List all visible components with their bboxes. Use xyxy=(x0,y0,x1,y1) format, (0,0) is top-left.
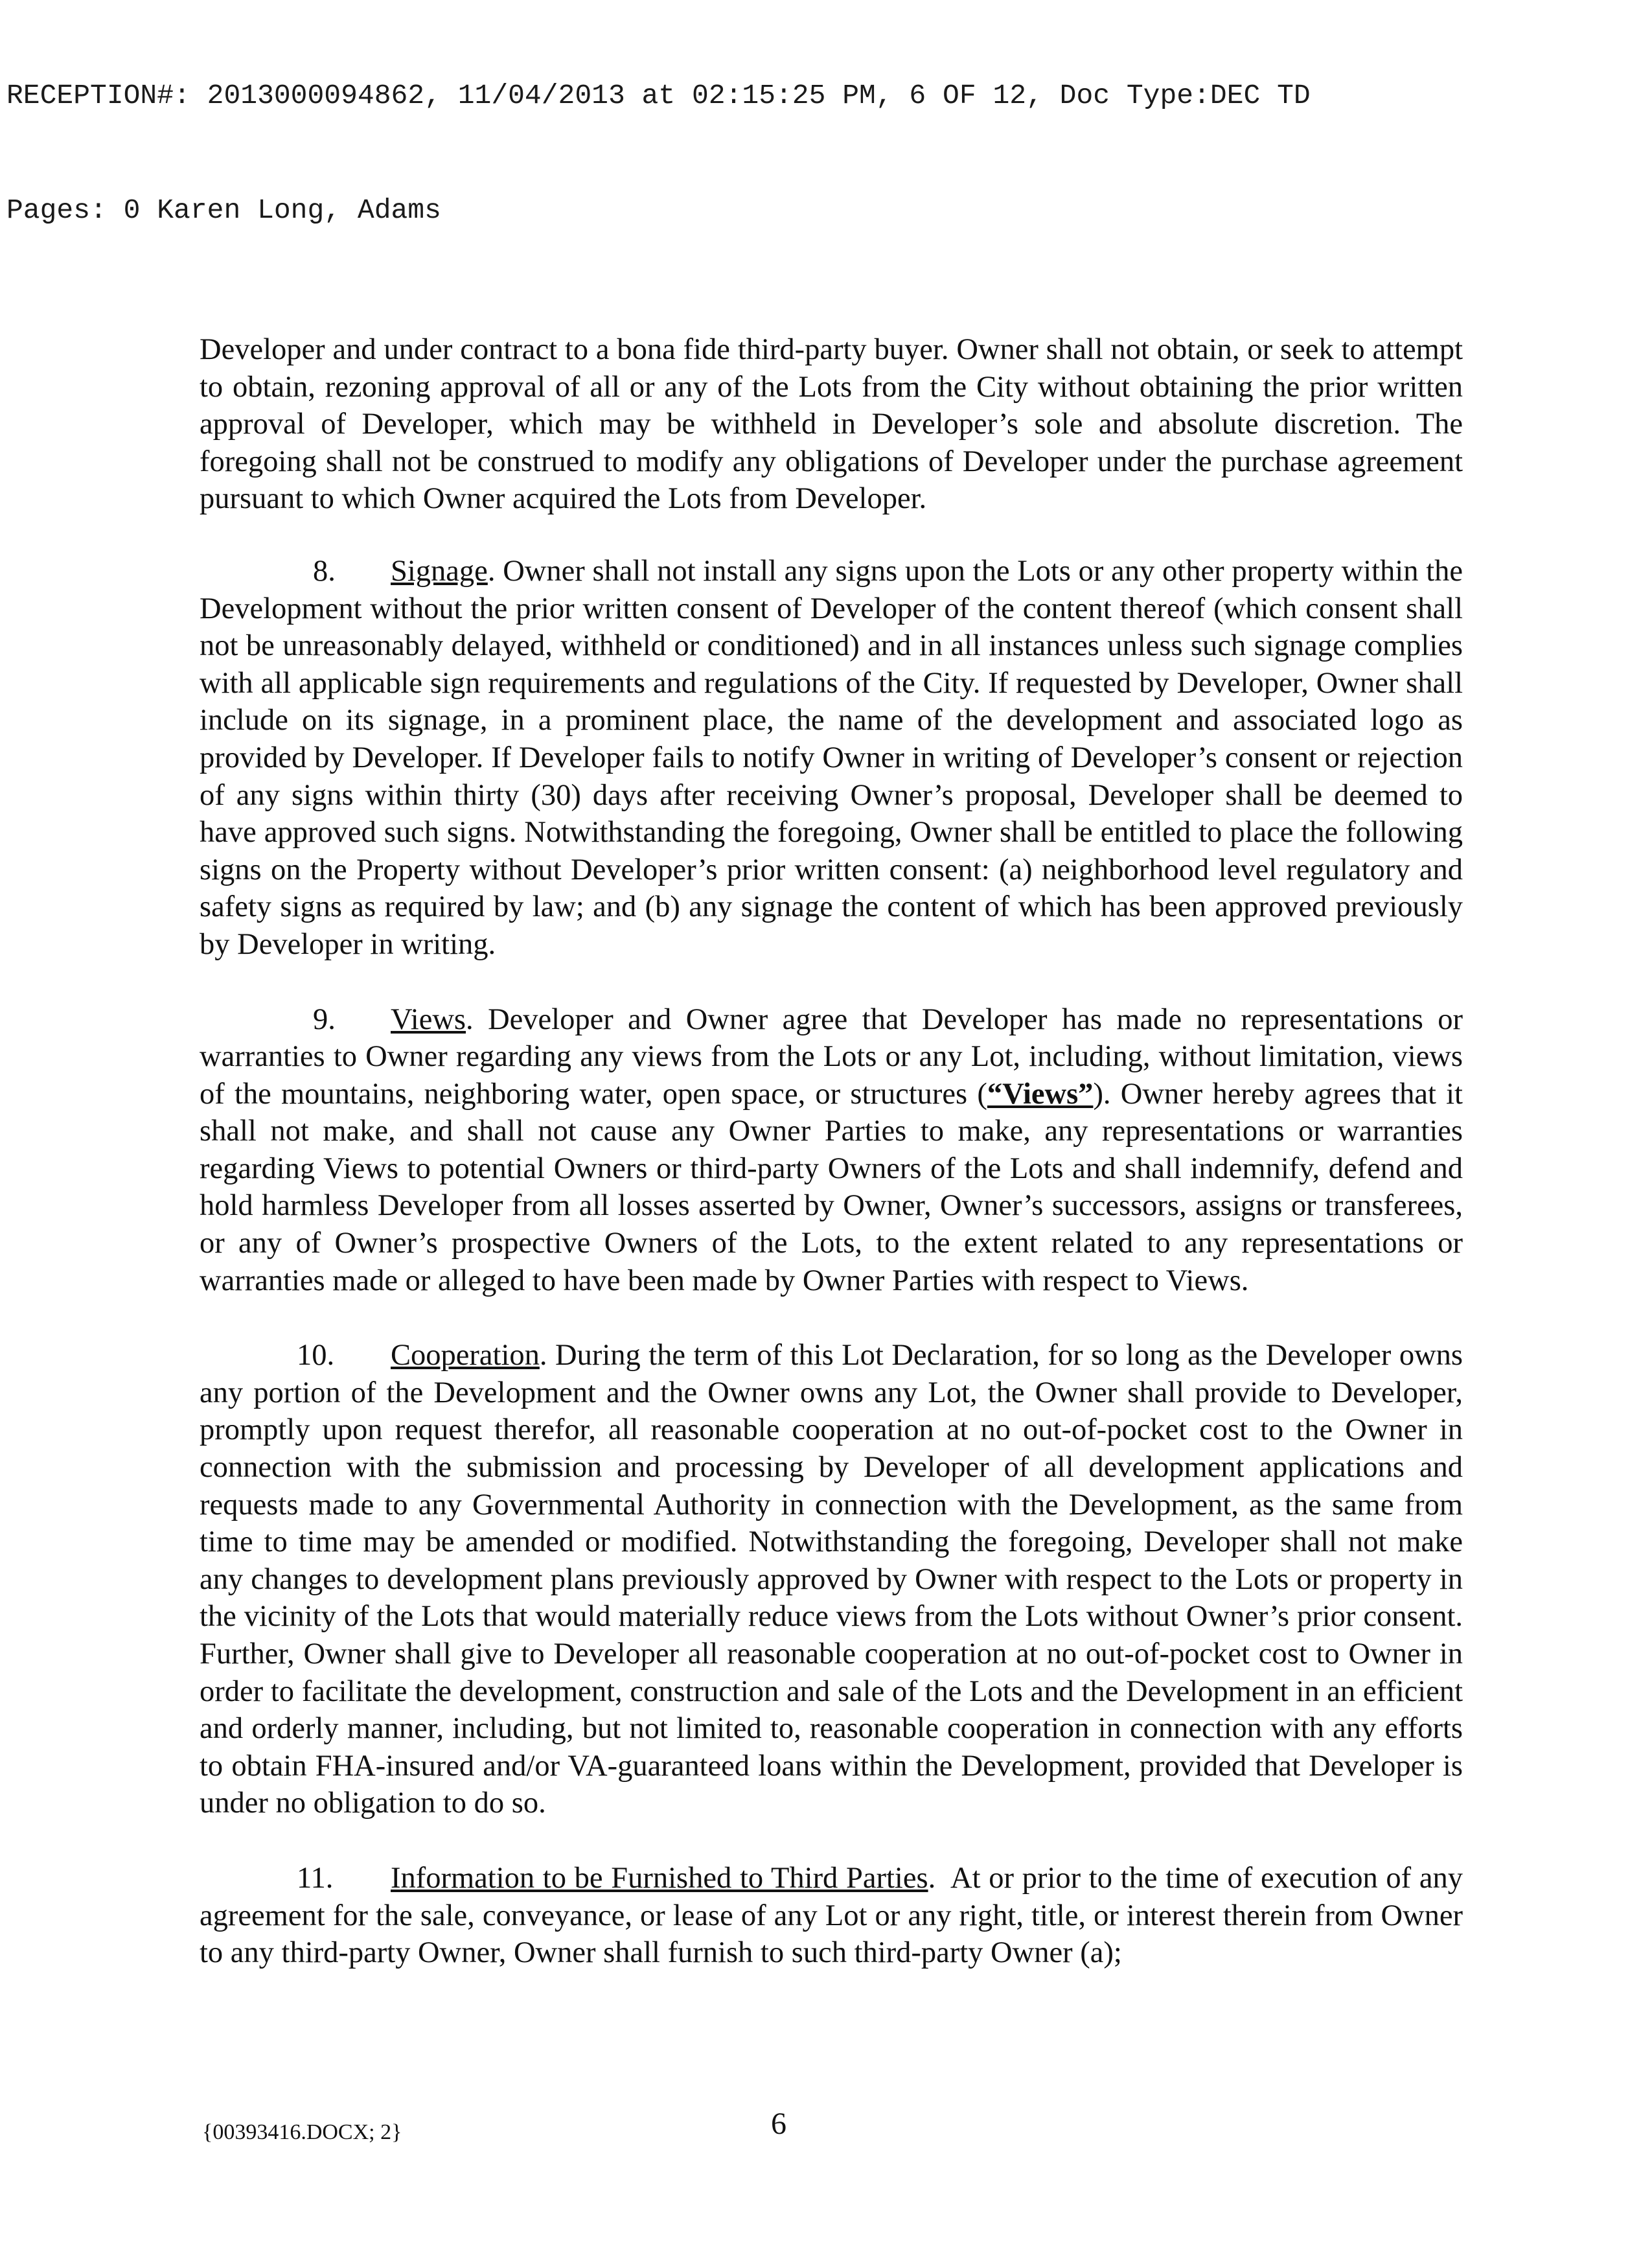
document-reference: {00393416.DOCX; 2} xyxy=(202,2120,402,2144)
section-heading: Views xyxy=(391,1002,466,1036)
paragraph-continuation-text: Developer and under contract to a bona fide third-party buyer. Owner shall not obtain, or seek to attempt to obtain, rezoning approval of all or any of the Lots from the City without obtaining the prior written approval of Developer, which may be withheld in Developer’s sole and absolute discretion. The foregoing shall not be construed to modify any obligations of Developer under the purchase agreement pursuant to which Owner acquired the Lots from Developer. xyxy=(200,333,1463,516)
section-text: Developer and Owner agree that Developer has made no representations or warranties to Owner regarding any views from the Lots or any Lot, including, without limitation, views of the mountains, neighboring water, open space, or structures ( xyxy=(200,1002,1463,1111)
defined-term: “Views” xyxy=(987,1077,1094,1111)
section-number: 9. xyxy=(313,1002,336,1036)
section-number: 8. xyxy=(313,554,336,588)
section-number: 10. xyxy=(297,1339,335,1372)
section-text: Owner shall not install any signs upon the Lots or any other property within the Development without the prior written consent of Developer of the content thereof (which consent shall not be unreasonably delayed, withheld or conditioned) and in all instances unless such signage complies with all applicable sign requirements and regulations of the City. If requested by Developer, Owner shall include on its signage, in a prominent place, the name of the development and associated logo as provided by Developer. If Developer fails to notify Owner in writing of Developer’s consent or rejection of any signs within thirty (30) days after receiving Owner’s proposal, Developer shall be deemed to have approved such signs. Notwithstanding the foregoing, Owner shall be entitled to place the following signs on the Property without Developer’s prior written consent: (a) neighborhood level regulatory and safety signs as required by law; and (b) any signage the content of which has been approved previously by Developer in writing. xyxy=(200,554,1463,961)
section-8-signage: 8. Signage. Owner shall not install any signs upon the Lots or any other property within the Development without the prior written consent of Developer of the content thereof (which consent shall not be unreasonably delayed, withheld or conditioned) and in all instances unless such signage complies with all applicable sign requirements and regulations of the City. If requested by Developer, Owner shall include on its signage, in a prominent place, the name of the development and associated logo as provided by Developer. If Developer fails to notify Owner in writing of Developer’s consent or rejection of any signs within thirty (30) days after receiving Owner’s proposal, Developer shall be deemed to have approved such signs. Notwithstanding the foregoing, Owner shall be entitled to place the following signs on the Property without Developer’s prior written consent: (a) neighborhood level regulatory and safety signs as required by law; and (b) any signage the content of which has been approved previously by Developer in writing. xyxy=(200,553,1463,964)
section-10-cooperation: 10. Cooperation. During the term of this Lot Declaration, for so long as the Developer owns any portion of the Development and the Owner owns any Lot, the Owner shall provide to Developer, promptly upon request therefor, all reasonable cooperation at no out-of-pocket cost to the Owner in connection with the submission and processing by Developer of all development applications and requests made to any Governmental Authority in connection with the Development, as the same from time to time may be amended or modified. Notwithstanding the foregoing, Developer shall not make any changes to development plans previously approved by Owner with respect to the Lots or property in the vicinity of the Lots that would materially reduce views from the Lots without Owner’s prior consent. Further, Owner shall give to Developer all reasonable cooperation at no out-of-pocket cost to Owner in order to facilitate the development, construction and sale of the Lots and the Development in an efficient and orderly manner, including, but not limited to, reasonable cooperation in connection with any efforts to obtain FHA-insured and/or VA-guaranteed loans within the Development, provided that Developer is under no obligation to do so. xyxy=(200,1337,1463,1822)
section-heading: Information to be Furnished to Third Parties xyxy=(391,1861,928,1895)
recording-stamp xyxy=(6,0,1311,268)
section-text: During the term of this Lot Declaration, for so long as the Developer owns any portion of the Development and the Owner owns any Lot, the Owner shall provide to Developer, promptly upon request therefor, all reasonable cooperation at no out-of-pocket cost to the Owner in connection with the submission and processing by Developer of all development applications and requests made to any Governmental Authority in connection with the Development, as the same from time to time may be amended or modified. Notwithstanding the foregoing, Developer shall not make any changes to development plans previously approved by Owner with respect to the Lots or property in the vicinity of the Lots that would materially reduce views from the Lots without Owner’s prior consent. Further, Owner shall give to Developer all reasonable cooperation at no out-of-pocket cost to Owner in order to facilitate the development, construction and sale of the Lots and the Development in an efficient and orderly manner, including, but not limited to, reasonable cooperation in connection with any efforts to obtain FHA-insured and/or VA-guaranteed loans within the Development, provided that Developer is under no obligation to do so. xyxy=(200,1339,1463,1820)
section-9-views: 9. Views. Developer and Owner agree that Developer has made no representations or warranties to Owner regarding any views from the Lots or any Lot, including, without limitation, views of the mountains, neighboring water, open space, or structures (“Views”). Owner hereby agrees that it shall not make, and shall not cause any Owner Parties to make, any representations or warranties regarding Views to potential Owners or third-party Owners of the Lots and shall indemnify, defend and hold harmless Developer from all losses asserted by Owner, Owner’s successors, assigns or transferees, or any of Owner’s prospective Owners of the Lots, to the extent related to any representations or warranties made or alleged to have been made by Owner Parties with respect to Views. xyxy=(200,1001,1463,1300)
section-text: At or prior to the time of execution of any agreement for the sale, conveyance, or lease of any Lot or any right, title, or interest therein from Owner to any third-party Owner, Owner shall furnish to such third-party Owner (a); xyxy=(200,1861,1463,1970)
stamp-line-reception: RECEPTION#: 2013000094862, 11/04/2013 at 02:15:25 PM, 6 OF 12, Doc Type:DEC TD xyxy=(6,80,1311,111)
section-text-continued: ). Owner hereby agrees that it shall not make, and shall not cause any Owner Parties to make, any representations or warranties regarding Views to potential Owners or third-party Owners of the Lots and shall indemnify, defend and hold harmless Developer from all losses asserted by Owner, Owner’s successors, assigns or transferees, or any of Owner’s prospective Owners of the Lots, to the extent related to any representations or warranties made or alleged to have been made by Owner Parties with respect to Views. xyxy=(200,1077,1463,1297)
page-number: 6 xyxy=(771,2107,786,2141)
document-body xyxy=(200,331,1463,2009)
section-heading: Signage xyxy=(391,554,488,588)
section-heading: Cooperation xyxy=(391,1339,540,1372)
paragraph-continuation xyxy=(200,331,1463,518)
section-11-information: 11. Information to be Furnished to Third Parties. At or prior to the time of execution of any agreement for the sale, conveyance, or lease of any Lot or any right, title, or interest therein from Owner to any third-party Owner, Owner shall furnish to such third-party Owner (a); xyxy=(200,1860,1463,1972)
stamp-line-pages: Pages: 0 Karen Long, Adams xyxy=(6,194,441,226)
section-number: 11. xyxy=(297,1861,334,1895)
